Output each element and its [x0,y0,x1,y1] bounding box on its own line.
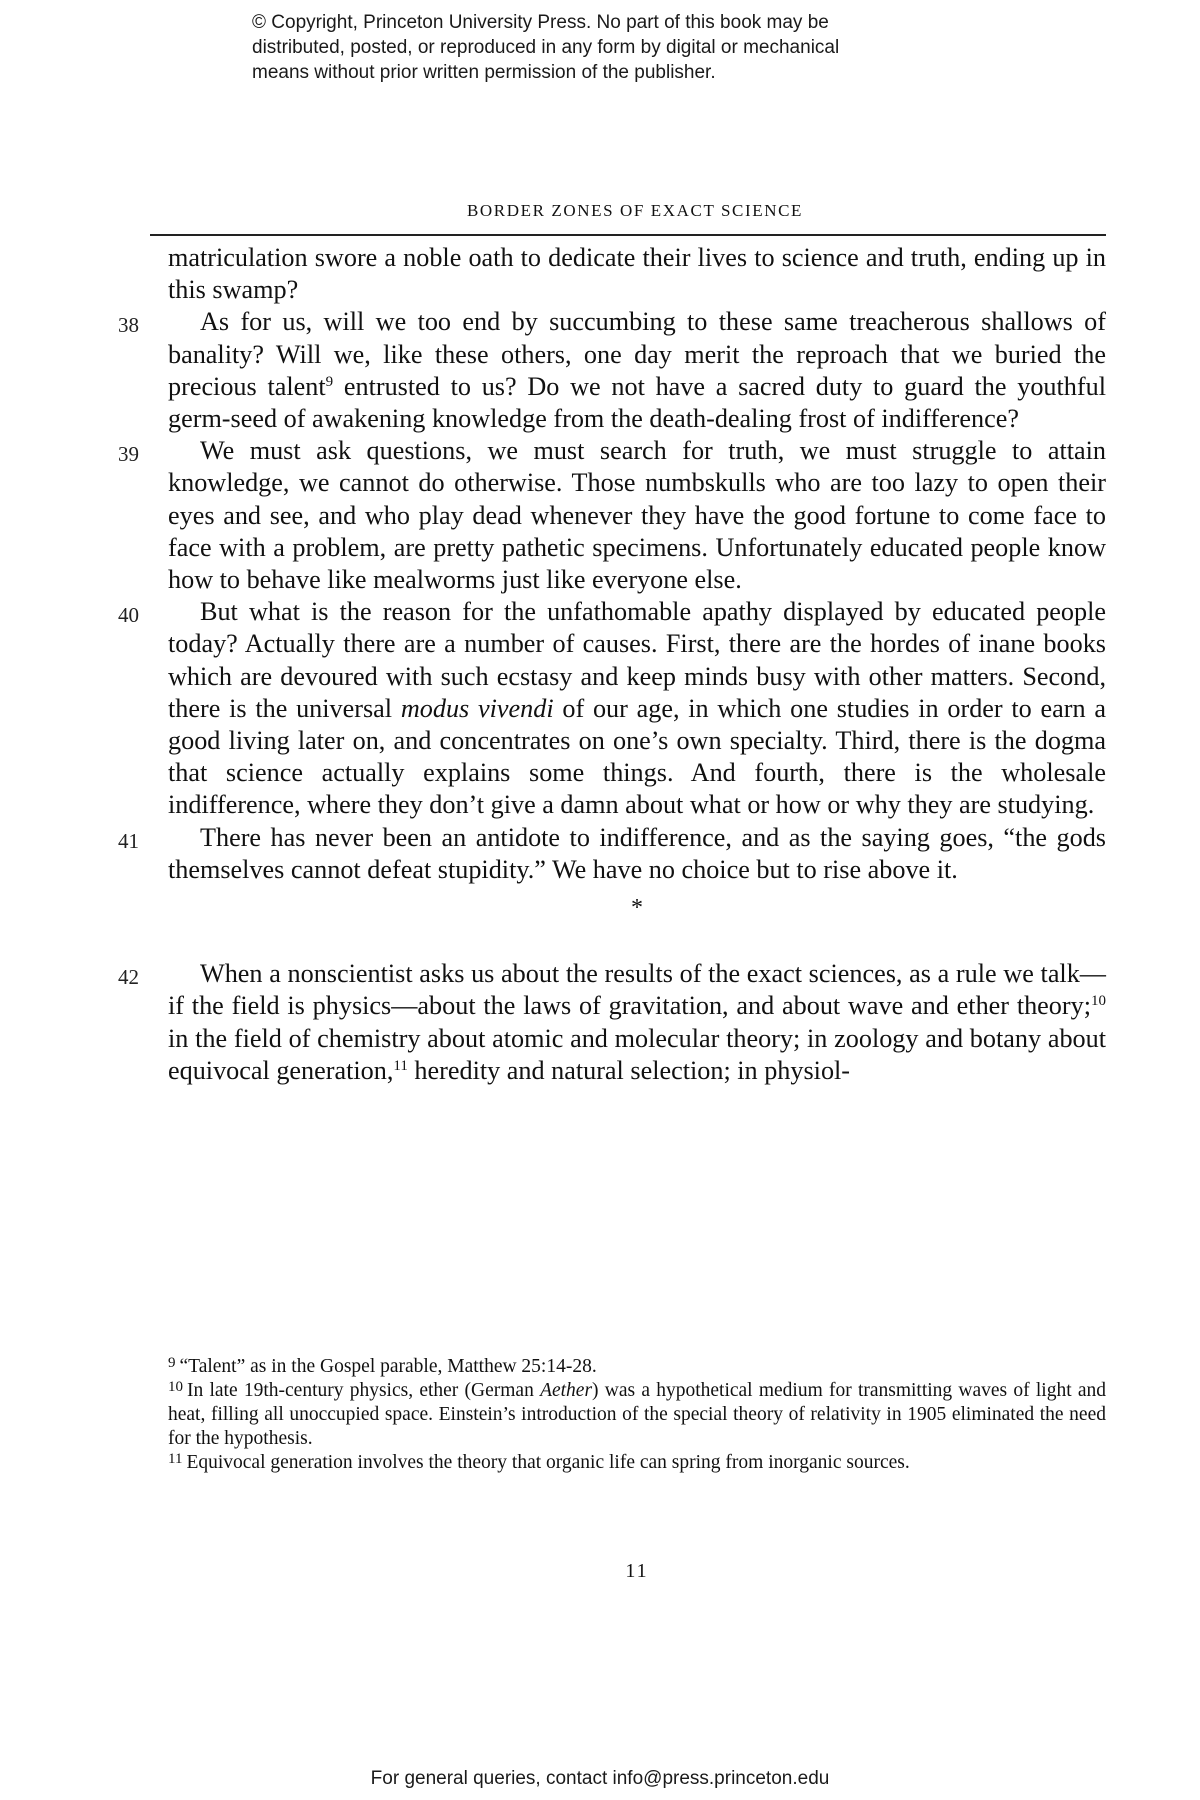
paragraph-text: We must ask questions, we must search for truth, we must struggle to attain knowledge, we cannot do otherwise. Those numbskulls who are too lazy to open their eyes and see, and who play dead whenever they have the good fortune to come face to face with a problem, are pretty pathetic specimens. Unfortunately educated people know how to behave like mealworms just like everyone else. [168,436,1106,595]
footnote-mark: 9 [168,1355,176,1371]
paragraph-text: When a nonscientist asks us about the results of the exact sciences, as a rule we talk—if the field is physics—about the laws of gravitation, and about wave and ether theory; [168,959,1106,1021]
paragraph-text: But what is the reason for the unfathomable apathy displayed by educated people today? Actually there are a number of causes. First, there are the hordes of inane books which are devoured with such ecstasy and keep minds busy with other matters. Second, there is the universal [168,597,1106,723]
header-rule [150,234,1106,236]
paragraph-continued [168,242,1106,306]
paragraph-39 [118,435,1106,596]
footnote-ref[interactable]: 11 [393,1057,408,1074]
copyright-line: means without prior written permission of the publisher. [252,62,716,83]
paragraph-42 [118,958,1106,1087]
paragraph-text: entrusted to us? Do we not have a sacred duty to guard the youthful germ-seed of awakening knowledge from the death-dealing frost of indifference? [168,371,1106,434]
paragraph-number: 41 [118,828,139,853]
paragraph-text: in the field of chemistry about atomic and molecular theory; in zoology and botany about equivocal generation, [168,1023,1106,1085]
italic-term: Aether [540,1380,593,1401]
footnotes [168,1355,1106,1475]
footnote-mark: 10 [168,1379,183,1395]
contact-line: For general queries, contact info@press.princeton.edu [370,1768,830,1789]
footnote-ref[interactable]: 9 [325,373,334,390]
footnote-mark: 11 [168,1451,183,1467]
footnote-text: Equivocal generation involves the theory that organic life can spring from inorganic sources. [186,1452,910,1473]
footnote-text: “Talent” as in the Gospel parable, Matthew 25:14-28. [179,1356,597,1377]
copyright-notice [252,10,952,85]
paragraph-number: 40 [118,603,139,628]
footnote-10 [168,1379,1106,1451]
footnote-ref[interactable]: 10 [1091,993,1106,1010]
footnote-11 [168,1451,1106,1475]
page-number: 11 [625,1560,649,1582]
footnote-text: ) was a hypothetical medium for transmitting waves of light and heat, filling all unoccupied space. Einstein’s introduction of the special theory of relativity in 1905 eliminated the need for the hypothesis. [168,1380,1106,1449]
paragraph-40 [118,596,1106,821]
copyright-line: distributed, posted, or reproduced in any form by digital or mechanical [252,37,840,58]
running-head: BORDER ZONES OF EXACT SCIENCE [466,201,804,220]
body-text [118,242,1106,1087]
paragraph-41 [118,822,1106,886]
copyright-line: © Copyright, Princeton University Press. No part of this book may be [252,12,829,33]
footnote-text: In late 19th-century physics, ether (German [187,1380,541,1401]
paragraph-38 [118,306,1106,435]
paragraph-text: heredity and natural selection; in physiol- [407,1055,851,1085]
paragraph-text: matriculation swore a noble oath to dedicate their lives to science and truth, ending up in this swamp? [168,243,1106,305]
paragraph-text: As for us, will we too end by succumbing to these same treacherous shallows of banality? Will we, like these others, one day merit the reproach that we buried the precious talent [168,307,1106,401]
paragraph-text: There has never been an antidote to indifference, and as the saying goes, “the gods themselves cannot defeat stupidity.” We have no choice but to rise above it. [168,822,1106,884]
paragraph-number: 39 [118,442,139,467]
footnote-9 [168,1355,1106,1379]
section-break-asterisk: * [631,895,643,922]
paragraph-number: 42 [118,965,139,990]
italic-phrase: modus vivendi [400,693,554,723]
paragraph-text: of our age, in which one studies in order to earn a good living later on, and concentrates on one’s own specialty. Third, there is the dogma that science actually explains some things. And fourth, there is the wholesale indifference, where they don’t give a damn about what or how or why they are studying. [168,693,1106,820]
paragraph-number: 38 [118,313,139,338]
